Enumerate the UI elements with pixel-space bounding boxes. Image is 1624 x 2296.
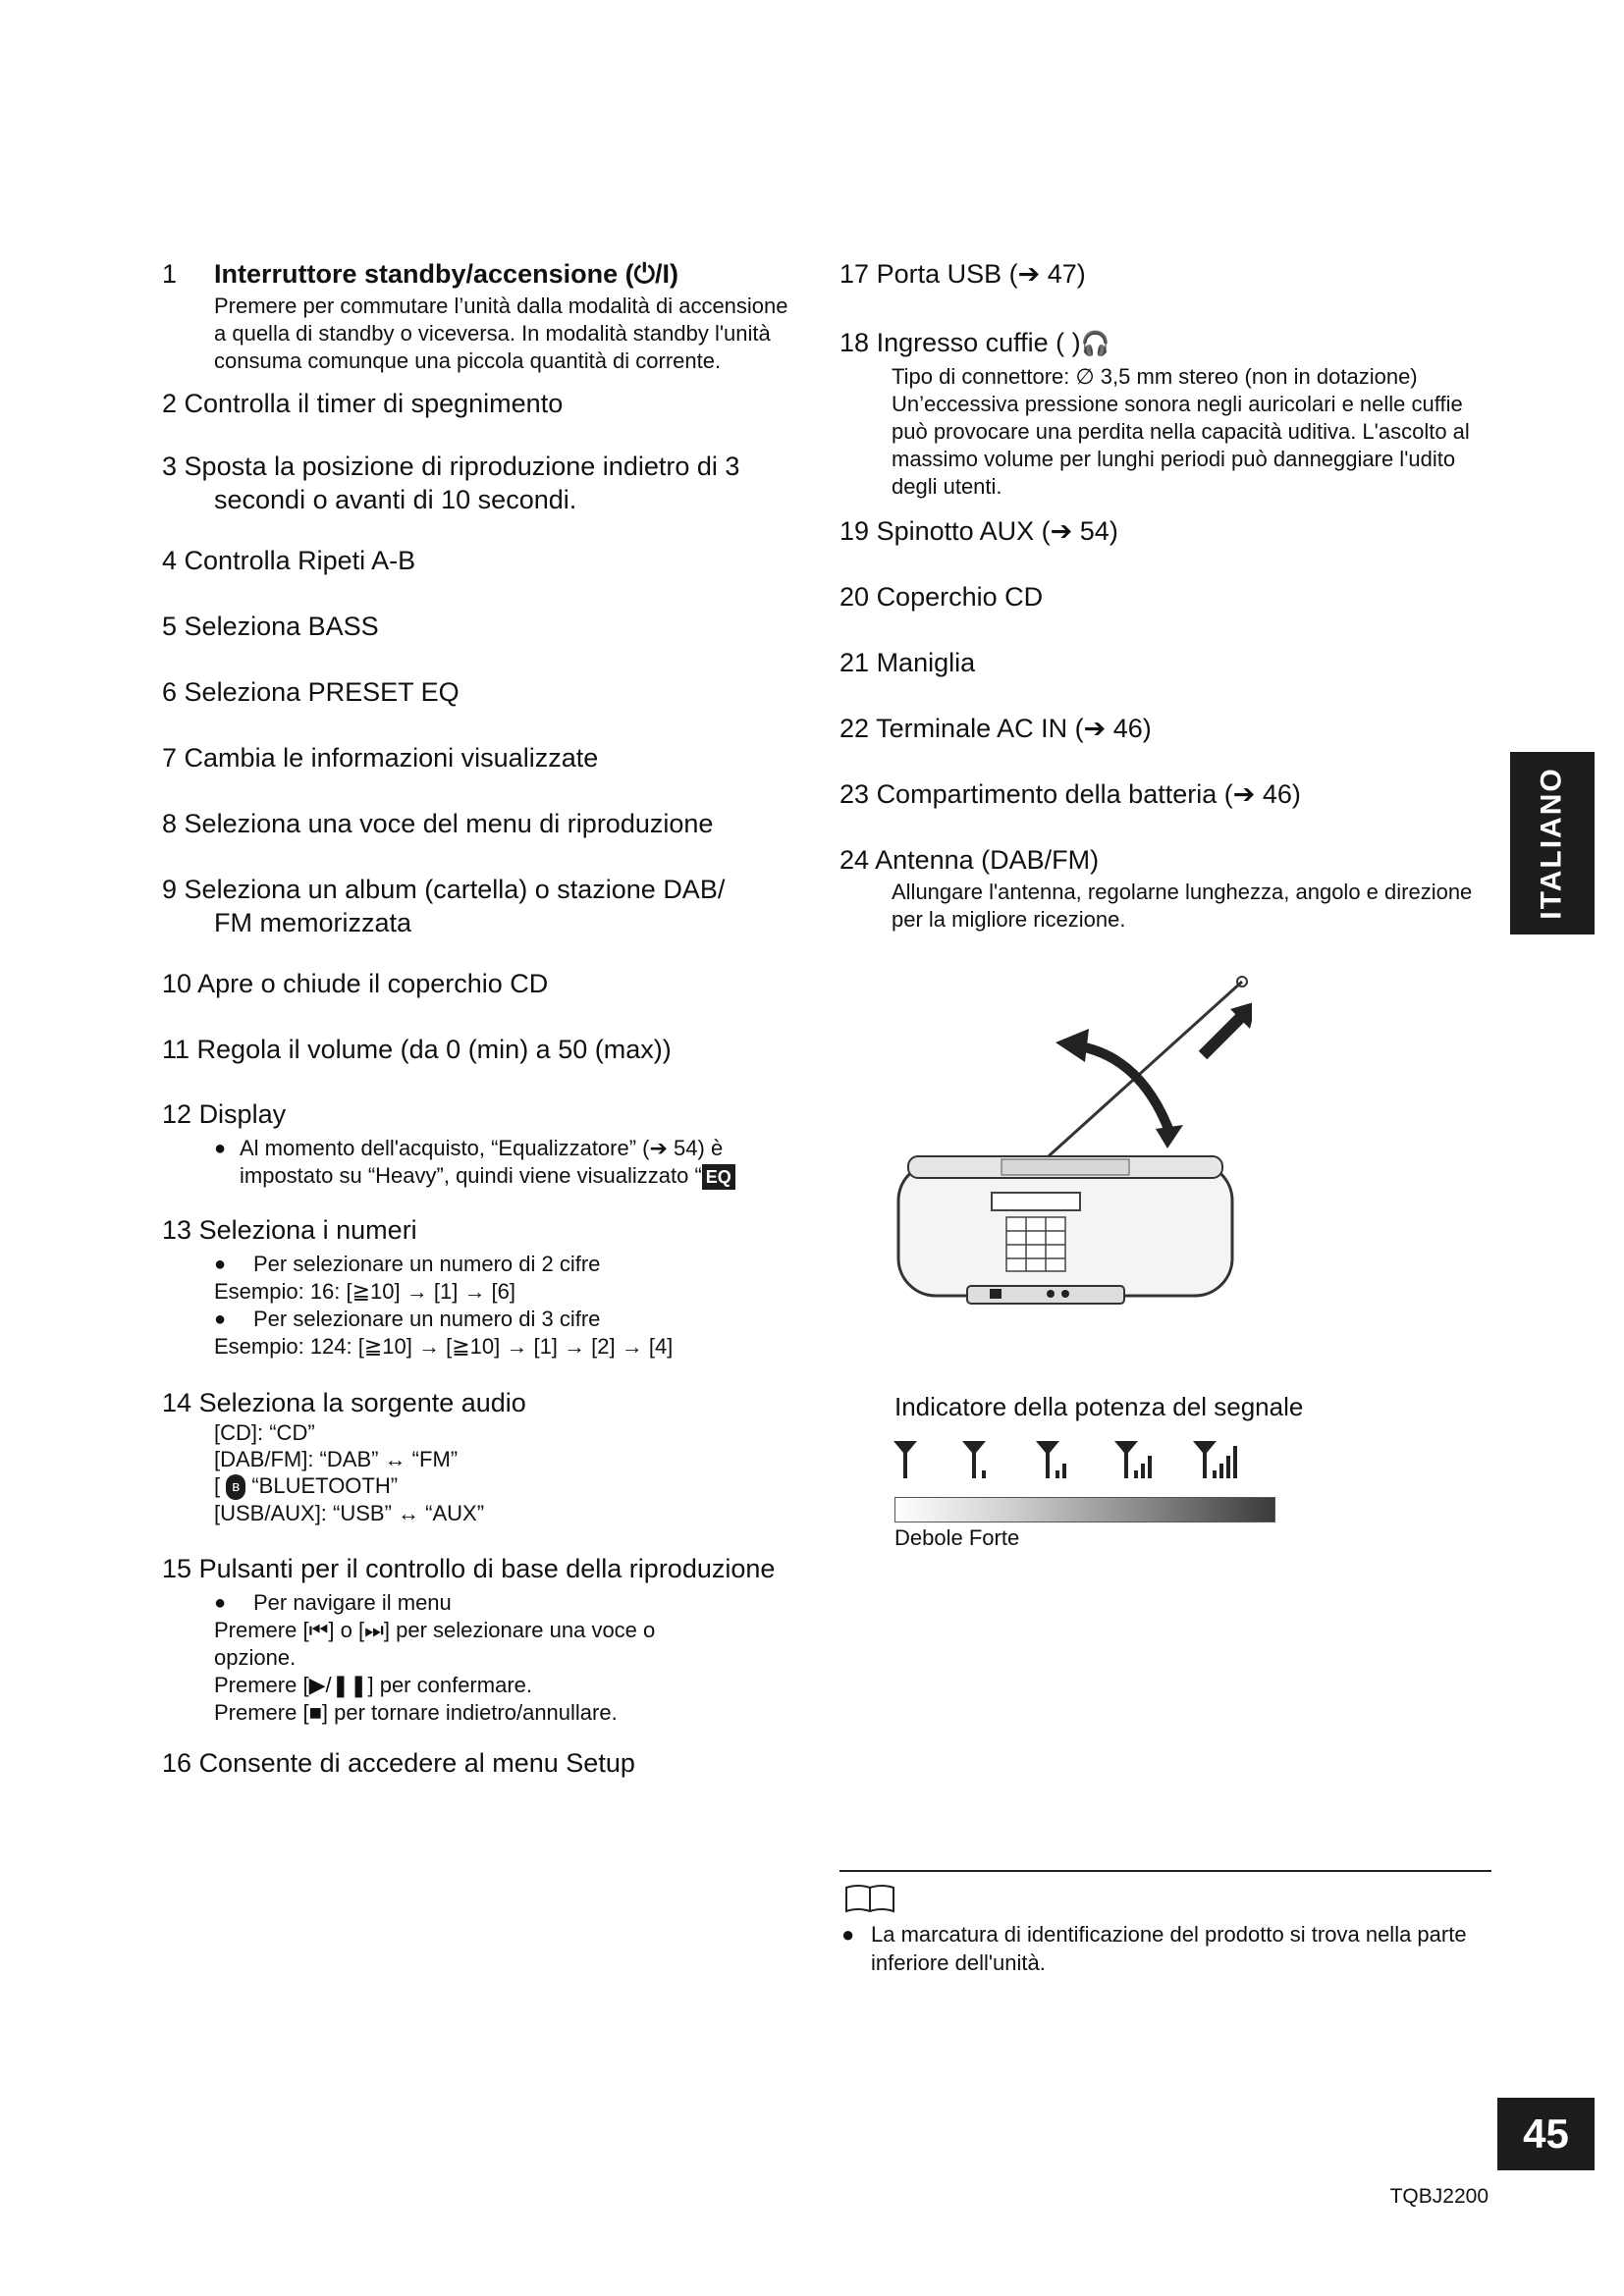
rotate-arrow-head — [1056, 1029, 1089, 1062]
item-title: Seleziona una voce del menu di riproduzione — [184, 809, 714, 838]
item-number: 17 — [839, 259, 870, 289]
item-number: 4 — [162, 546, 178, 575]
extend-arrow — [1203, 1016, 1242, 1055]
item-desc: Premere per commutare l’unità dalla modalità di accensione a quella di standby o viceversa. In modalità standby l'unità consuma comunque una piccola quantità di corrente. — [214, 294, 788, 373]
signal-scale-label: Debole Forte — [894, 1525, 1020, 1550]
signal-title: Indicatore della potenza del segnale — [894, 1392, 1304, 1421]
item-title: Pulsanti per il controllo di base della riproduzione — [198, 1554, 776, 1584]
signal-level-3 — [1114, 1441, 1152, 1478]
item-bullet: Per selezionare un numero di 2 cifre — [253, 1252, 601, 1277]
item-number: 2 — [162, 389, 178, 418]
bullet-icon: ● — [841, 1922, 855, 1947]
item-number: 7 — [162, 743, 178, 773]
source-usb-aux: [USB/AUX]: “USB” ↔ “AUX” — [214, 1501, 485, 1526]
usb-port — [990, 1289, 1001, 1299]
source-bluetooth: “BLUETOOTH” — [251, 1473, 399, 1499]
item-bullet: Per navigare il menu — [253, 1590, 452, 1616]
item-title-cont: secondi o avanti di 10 secondi. — [214, 485, 577, 514]
item-4 — [162, 544, 810, 577]
item-number: 12 — [162, 1099, 192, 1129]
bullet-icon: ● — [214, 1308, 227, 1331]
item-number: 13 — [162, 1215, 192, 1246]
signal-strength-icons — [884, 1431, 1296, 1490]
right-column — [839, 257, 1488, 934]
item-11 — [162, 1033, 810, 1066]
note-book-icon — [844, 1882, 895, 1913]
source-cd: [CD]: “CD” — [214, 1420, 315, 1446]
language-label: ITALIANO — [1536, 767, 1568, 920]
note-divider — [839, 1870, 1491, 1872]
item-7 — [162, 741, 810, 774]
keypad — [1006, 1217, 1065, 1271]
item-number: 16 — [162, 1748, 192, 1779]
headphone-jack — [1061, 1290, 1069, 1298]
item-title: Seleziona PRESET EQ — [184, 677, 460, 707]
radio-antenna-illustration — [879, 972, 1252, 1325]
item-16 — [162, 1746, 810, 1780]
item-2 — [162, 387, 810, 420]
item-number: 1 — [162, 259, 178, 289]
item-title: Display — [198, 1099, 287, 1129]
item-number: 14 — [162, 1388, 192, 1418]
item-number: 24 — [839, 845, 870, 875]
item-title: Spinotto AUX (➔ 54) — [876, 516, 1118, 546]
item-title: Seleziona BASS — [184, 612, 379, 641]
document-code: TQBJ2200 — [1389, 2185, 1489, 2208]
eq-icon: EQ — [702, 1164, 735, 1190]
language-tab — [1510, 752, 1595, 934]
item-number: 3 — [162, 452, 178, 481]
source-dab-fm: [DAB/FM]: “DAB” ↔ “FM” — [214, 1447, 459, 1472]
item-title: Controlla il timer di spegnimento — [184, 389, 564, 418]
item-title: Apre o chiude il coperchio CD — [197, 969, 549, 998]
item-title: Controlla Ripeti A-B — [184, 546, 416, 575]
item-title: Ingresso cuffie ( ) — [876, 328, 1081, 357]
item-number: 23 — [839, 779, 870, 809]
item-bullet: Al momento dell'acquisto, “Equalizzatore” (➔ 54) è — [240, 1136, 724, 1160]
item-number: 6 — [162, 677, 178, 707]
item-6 — [162, 675, 810, 709]
item-20 — [839, 580, 1488, 614]
bullet-icon: ● — [214, 1138, 227, 1159]
item-title: Compartimento della batteria (➔ 46) — [876, 779, 1301, 809]
page-number: 45 — [1497, 2098, 1595, 2170]
item-title: Seleziona i numeri — [198, 1215, 417, 1246]
rotate-arrow-head — [1156, 1125, 1183, 1148]
item-23 — [839, 777, 1488, 811]
item-instruction: Premere [■] per tornare indietro/annullare. — [214, 1700, 618, 1726]
signal-level-4 — [1193, 1441, 1237, 1478]
item-title: Porta USB (➔ 47) — [876, 259, 1086, 289]
item-number: 11 — [162, 1035, 190, 1064]
item-13 — [162, 1213, 810, 1361]
item-title: Consente di accedere al menu Setup — [198, 1748, 635, 1779]
item-title: Sposta la posizione di riproduzione indietro di 3 — [184, 452, 740, 481]
item-9 — [162, 873, 810, 939]
item-example: Esempio: 124: [≧10] → [≧10] → [1] → [2] → [4] — [214, 1334, 674, 1360]
rotate-arrow — [1075, 1045, 1168, 1129]
item-title: Seleziona la sorgente audio — [198, 1388, 526, 1418]
item-number: 18 — [839, 328, 870, 357]
aux-jack — [1047, 1290, 1055, 1298]
item-title: Interruttore standby/accensione (⏻/I) — [214, 259, 678, 289]
item-desc: Tipo di connettore: ∅ 3,5 mm stereo (non in dotazione) Un’eccessiva pressione sonora negli auricolari e nelle cuffie può provocare una perdita nella capacità uditiva. L'ascolto al massimo volume per lunghi periodi può danneggiare l'udito degli utenti. — [892, 364, 1470, 499]
headphones-icon: 🎧 — [1080, 331, 1110, 357]
item-14: 14 Seleziona la sorgente audio [CD]: “CD” [DAB/FM]: “DAB” ↔ “FM” [ ʙ “BLUETOOTH” [USB/AUX]: “USB” ↔ “AUX” — [162, 1386, 810, 1526]
item-number: 8 — [162, 809, 178, 838]
item-bullet-cont: impostato su “Heavy”, quindi viene visualizzato “ — [240, 1163, 702, 1188]
signal-level-2 — [1036, 1441, 1066, 1478]
signal-gradient-bar — [894, 1497, 1275, 1522]
antenna-rod — [1041, 982, 1242, 1163]
item-title-cont: FM memorizzata — [214, 908, 412, 937]
item-19 — [839, 514, 1488, 548]
item-5 — [162, 610, 810, 643]
note-text: La marcatura di identificazione del prodotto si trova nella parte inferiore dell'unità. — [871, 1922, 1467, 1975]
item-example: Esempio: 16: [≧10] → [1] → [6] — [214, 1279, 516, 1305]
signal-level-0 — [893, 1441, 917, 1478]
item-title: Maniglia — [876, 648, 976, 677]
item-title: Seleziona un album (cartella) o stazione DAB/ — [184, 875, 726, 904]
item-15 — [162, 1552, 810, 1727]
signal-level-1 — [962, 1441, 986, 1478]
item-3 — [162, 450, 810, 516]
item-number: 9 — [162, 875, 178, 904]
item-title: Regola il volume (da 0 (min) a 50 (max)) — [196, 1035, 672, 1064]
item-number: 20 — [839, 582, 870, 612]
display-window — [992, 1193, 1080, 1210]
bullet-icon: ● — [214, 1592, 227, 1615]
item-18 — [839, 326, 1488, 501]
item-instruction: Premere [▶/❚❚] per confermare. — [214, 1673, 532, 1698]
item-number: 22 — [839, 714, 870, 743]
item-10 — [162, 967, 810, 1000]
item-title: Terminale AC IN (➔ 46) — [876, 714, 1152, 743]
item-desc: Allungare l'antenna, regolarne lunghezza, angolo e direzione per la migliore ricezione. — [892, 880, 1473, 932]
item-22 — [839, 712, 1488, 745]
cd-lid — [1001, 1159, 1129, 1175]
item-title: Cambia le informazioni visualizzate — [184, 743, 599, 773]
item-title: Coperchio CD — [876, 582, 1044, 612]
note — [839, 1920, 1488, 1977]
item-17 — [839, 257, 1488, 291]
item-number: 10 — [162, 969, 192, 998]
bullet-icon: ● — [214, 1254, 227, 1276]
item-number: 21 — [839, 648, 870, 677]
item-title: Antenna (DAB/FM) — [875, 845, 1100, 875]
item-bullet: Per selezionare un numero di 3 cifre — [253, 1307, 601, 1332]
item-number: 5 — [162, 612, 178, 641]
item-1 — [162, 257, 810, 375]
item-21 — [839, 646, 1488, 679]
item-8 — [162, 807, 810, 840]
item-number: 19 — [839, 516, 870, 546]
item-24 — [839, 843, 1488, 934]
item-12 — [162, 1097, 810, 1190]
item-number: 15 — [162, 1554, 192, 1584]
item-instruction: Premere [⏮] o [⏭] per selezionare una voce o — [214, 1618, 656, 1643]
left-column — [162, 257, 810, 1780]
item-instruction-cont: opzione. — [214, 1645, 297, 1671]
bluetooth-icon: ʙ — [226, 1474, 245, 1500]
